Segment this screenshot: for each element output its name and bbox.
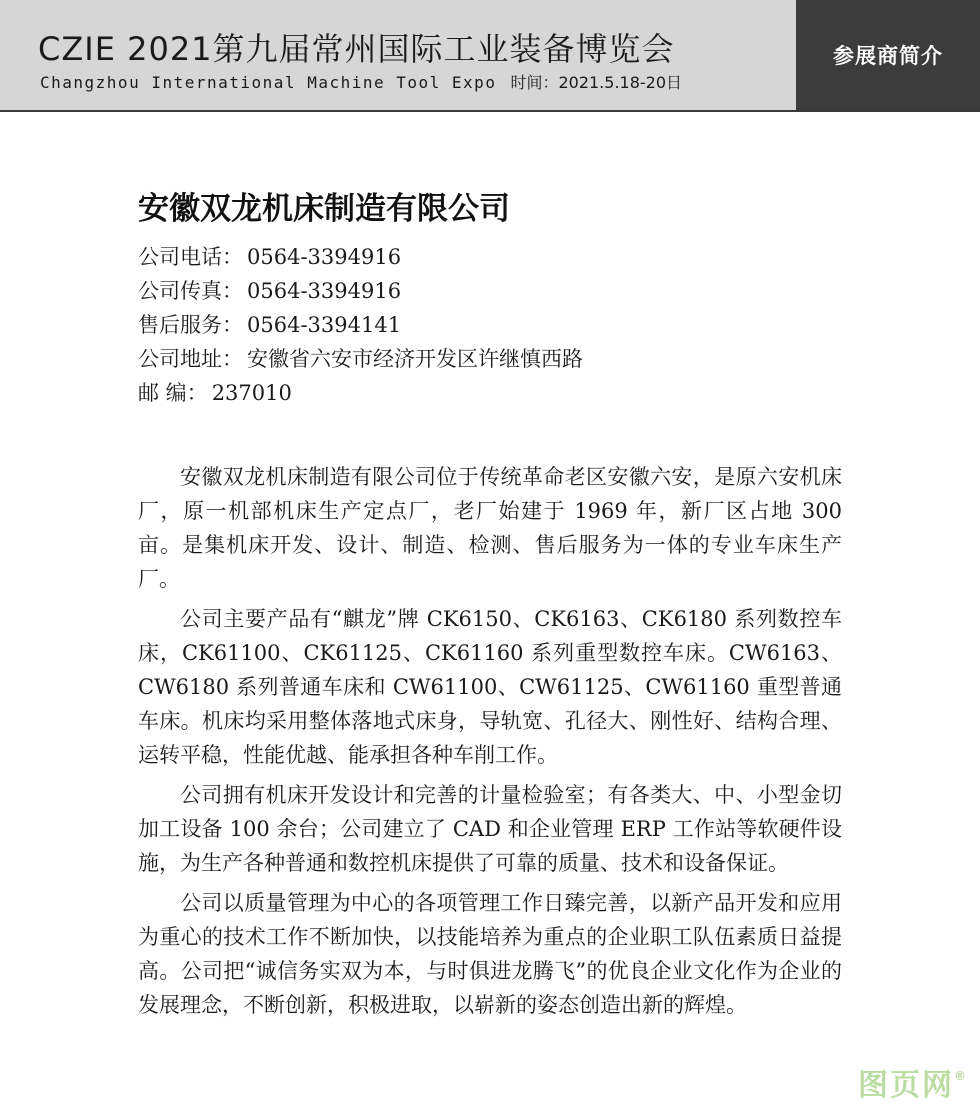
contact-label: 邮 编： (138, 381, 208, 405)
expo-english-name: Changzhou International Machine Tool Expo (40, 73, 497, 92)
contact-value: 0564-3394141 (247, 313, 402, 337)
company-name: 安徽双龙机床制造有限公司 (138, 191, 510, 227)
expo-subtitle (40, 70, 682, 93)
contact-value: 237010 (211, 381, 292, 405)
contact-label: 售后服务： (138, 313, 243, 337)
contact-postcode (138, 376, 583, 410)
watermark-text: 图页网 (858, 1068, 954, 1103)
contact-address (138, 342, 583, 376)
contact-phone (138, 240, 583, 274)
contact-list (138, 240, 583, 410)
contact-label: 公司传真： (138, 279, 243, 303)
page-header (0, 0, 980, 112)
site-watermark (858, 1060, 968, 1104)
contact-label: 公司电话： (138, 245, 243, 269)
paragraph: 安徽双龙机床制造有限公司位于传统革命老区安徽六安，是原六安机床厂，原一机部机床生产定点厂，老厂始建于 1969 年，新厂区占地 300 亩。是集机床开发、设计、制造、检测、售后服务为一体的专业车床生产厂。 (138, 465, 842, 591)
expo-date: 时间：2021.5.18-20日 (510, 73, 683, 92)
section-badge: 参展商简介 (796, 0, 980, 110)
contact-value: 安徽省六安市经济开发区许继慎西路 (247, 347, 583, 371)
registered-mark: ® (954, 1069, 968, 1083)
paragraph: 公司主要产品有“麒龙”牌 CK6150、CK6163、CK6180 系列数控车床，CK61100、CK61125、CK61160 系列重型数控车床。CW6163、CW6180 系列普通车床和 CW61100、CW61125、CW61160 重型普通车床。机床均采用整体落地式床身，导轨宽、孔径大、刚性好、结构合理、运转平稳，性能优越、能承担各种车削工作。 (138, 607, 842, 767)
contact-value: 0564-3394916 (247, 279, 402, 303)
paragraph: 公司以质量管理为中心的各项管理工作日臻完善，以新产品开发和应用为重心的技术工作不断加快，以技能培养为重点的企业职工队伍素质日益提高。公司把“诚信务实双为本，与时俱进龙腾飞”的优良企业文化作为企业的发展理念，不断创新，积极进取，以崭新的姿态创造出新的辉煌。 (138, 891, 842, 1017)
contact-value: 0564-3394916 (247, 245, 402, 269)
expo-title: CZIE 2021第九届常州国际工业装备博览会 (38, 30, 675, 68)
contact-label: 公司地址： (138, 347, 243, 371)
paragraph: 公司拥有机床开发设计和完善的计量检验室；有各类大、中、小型金切加工设备 100 余台；公司建立了 CAD 和企业管理 ERP 工作站等软硬件设施，为生产各种普通和数控机床提供了可靠的质量、技术和设备保证。 (138, 783, 842, 875)
company-description (138, 460, 842, 1028)
contact-service (138, 308, 583, 342)
contact-fax (138, 274, 583, 308)
